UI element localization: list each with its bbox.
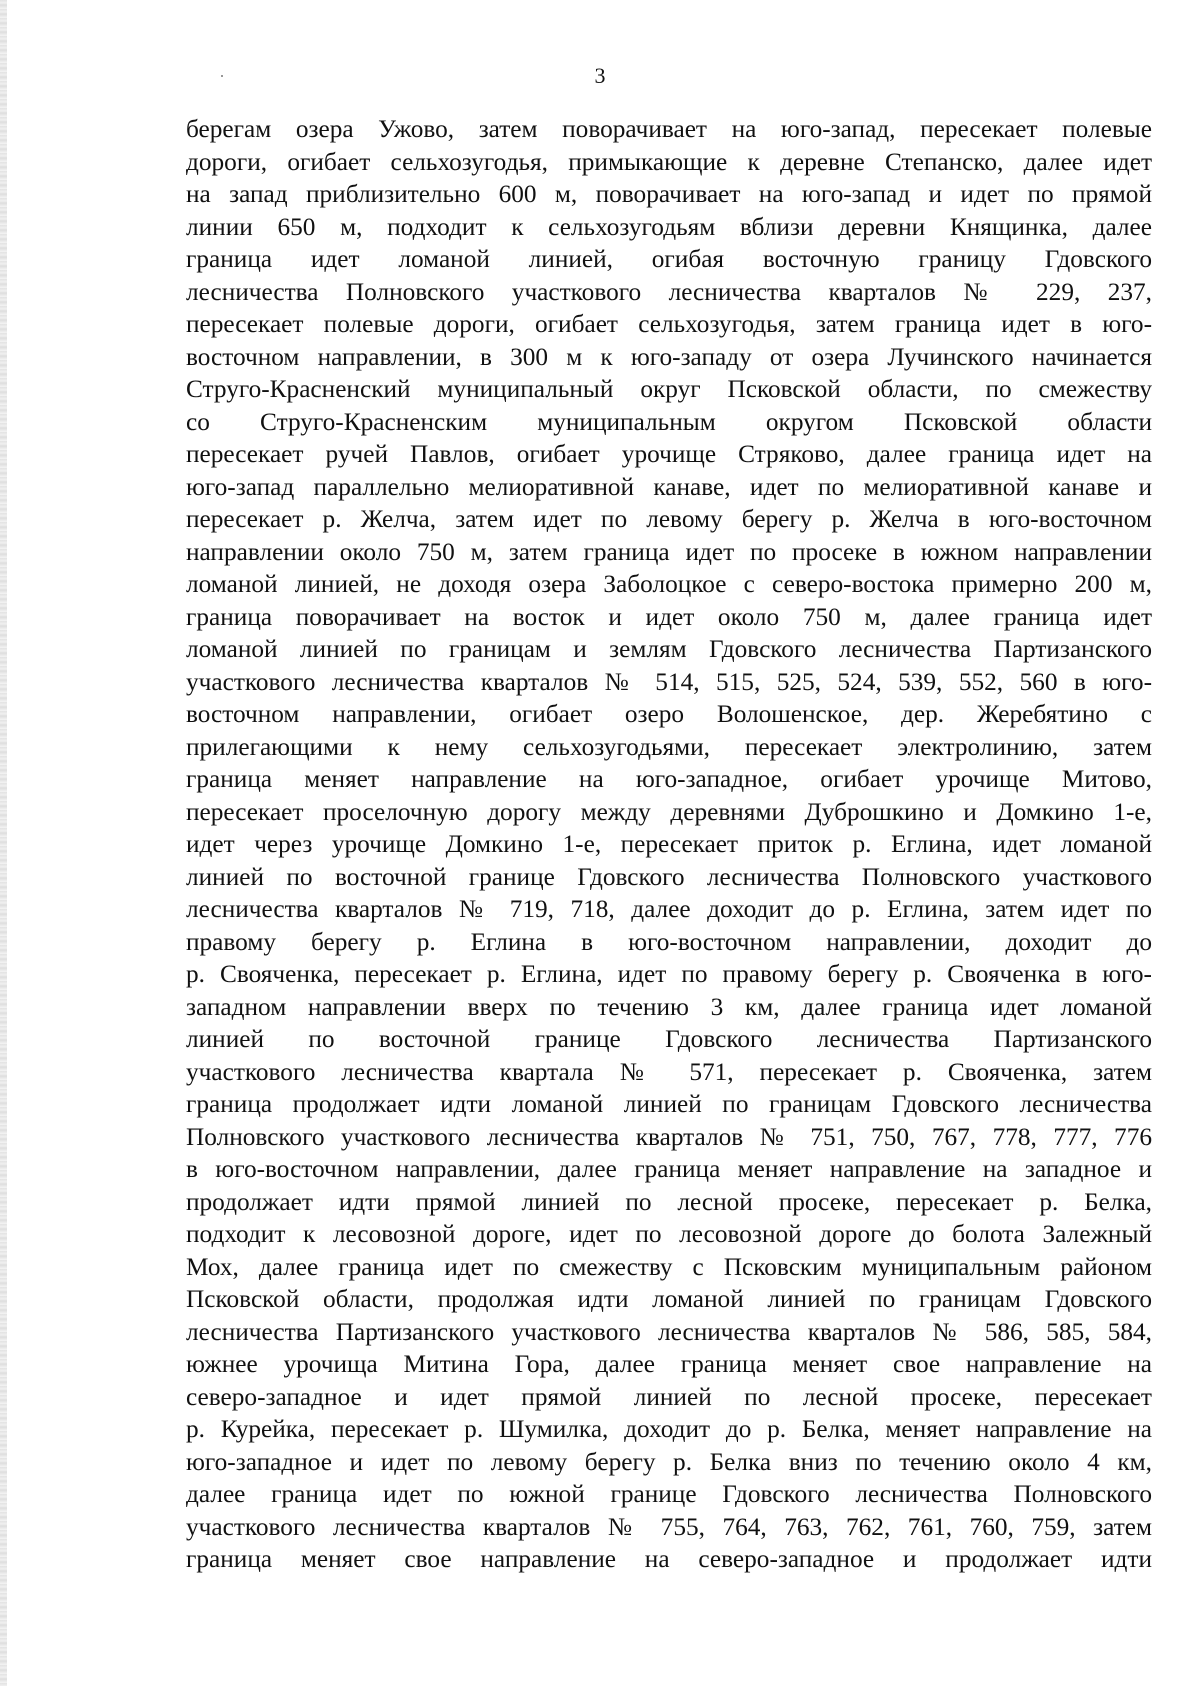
page-number: 3	[594, 63, 606, 88]
text-line: правому берегу р. Еглина в юго-восточном направлении, доходит до	[186, 927, 1152, 956]
text-line: пересекает полевые дороги, огибает сельхозугодья, затем граница идет в юго-	[186, 310, 1152, 338]
text-line: Полновского участкового лесничества кварталов № 751, 750, 767, 778, 777, 776	[186, 1122, 1152, 1151]
text-line: берегам озера Ужово, затем поворачивает на юго-запад, пересекает полевые	[186, 115, 1152, 143]
text-line: лесничества кварталов № 719, 718, далее доходит до р. Еглина, затем идет по	[186, 895, 1152, 923]
text-line: граница поворачивает на восток и идет около 750 м, далее граница идет	[186, 602, 1152, 631]
text-line: дороги, огибает сельхозугодья, примыкающие к деревне Степанско, далее идет	[186, 147, 1152, 176]
text-line: граница меняет направление на юго-западное, огибает урочище Митово,	[186, 765, 1152, 793]
text-line: Псковской области, продолжая идти ломаной линией по границам Гдовского	[186, 1285, 1152, 1313]
text-line: граница меняет свое направление на северо-западное и продолжает идти	[186, 1545, 1152, 1573]
text-line: участкового лесничества квартала № 571, пересекает р. Свояченка, затем	[186, 1057, 1152, 1086]
text-line: участкового лесничества кварталов № 755, 764, 763, 762, 761, 760, 759, затем	[186, 1512, 1152, 1541]
text-line: линией по восточной границе Гдовского лесничества Партизанского	[186, 1025, 1152, 1053]
text-line: линии 650 м, подходит к сельхозугодьям вблизи деревни Княщинка, далее	[186, 212, 1152, 241]
text-line: лесничества Партизанского участкового лесничества кварталов № 586, 585, 584,	[186, 1317, 1152, 1346]
text-line: восточном направлении, в 300 м к юго-западу от озера Лучинского начинается	[186, 342, 1152, 371]
text-line: граница идет ломаной линией, огибая восточную границу Гдовского	[186, 245, 1152, 273]
text-line: восточном направлении, огибает озеро Волошенское, дер. Жеребятино с	[186, 700, 1152, 728]
text-line: продолжает идти прямой линией по лесной просеке, пересекает р. Белка,	[186, 1187, 1152, 1216]
text-line: со Струго-Красненским муниципальным округом Псковской области	[186, 407, 1152, 436]
text-line: пересекает проселочную дорогу между деревнями Дуброшкино и Домкино 1-е,	[186, 797, 1152, 826]
text-line: прилегающими к нему сельхозугодьями, пересекает электролинию, затем	[186, 732, 1152, 761]
text-line: северо-западное и идет прямой линией по лесной просеке, пересекает	[186, 1382, 1152, 1411]
text-line: граница продолжает идти ломаной линией по границам Гдовского лесничества	[186, 1090, 1152, 1118]
body-text	[186, 113, 1152, 1576]
text-line: подходит к лесовозной дороге, идет по лесовозной дороге до болота Залежный	[186, 1220, 1152, 1248]
text-line: направлении около 750 м, затем граница идет по просеке в южном направлении	[186, 537, 1152, 566]
text-line: р. Курейка, пересекает р. Шумилка, доходит до р. Белка, меняет направление на	[186, 1415, 1152, 1443]
text-line: Струго-Красненский муниципальный округ Псковской области, по смежеству	[186, 375, 1152, 403]
text-line: юго-западное и идет по левому берегу р. Белка вниз по течению около 4 км,	[186, 1447, 1152, 1476]
text-line: западном направлении вверх по течению 3 км, далее граница идет ломаной	[186, 992, 1152, 1021]
text-line: участкового лесничества кварталов № 514, 515, 525, 524, 539, 552, 560 в юго-	[186, 667, 1152, 696]
text-line: Мох, далее граница идет по смежеству с Псковским муниципальным районом	[186, 1252, 1152, 1281]
text-line: лесничества Полновского участкового лесничества кварталов № 229, 237,	[186, 277, 1152, 306]
text-line: пересекает ручей Павлов, огибает урочище Стряково, далее граница идет на	[186, 440, 1152, 468]
text-line: идет через урочище Домкино 1-е, пересекает приток р. Еглина, идет ломаной	[186, 830, 1152, 858]
text-line: пересекает р. Желча, затем идет по левому берегу р. Желча в юго-восточном	[186, 505, 1152, 533]
text-line: линией по восточной границе Гдовского лесничества Полновского участкового	[186, 862, 1152, 891]
text-line: на запад приблизительно 600 м, поворачивает на юго-запад и идет по прямой	[186, 180, 1152, 208]
text-line: ломаной линией по границам и землям Гдовского лесничества Партизанского	[186, 635, 1152, 663]
scan-edge	[0, 0, 7, 1686]
text-line: в юго-восточном направлении, далее граница меняет направление на западное и	[186, 1155, 1152, 1183]
text-line: южнее урочища Митина Гора, далее граница меняет свое направление на	[186, 1350, 1152, 1378]
text-line: юго-запад параллельно мелиоративной канаве, идет по мелиоративной канаве и	[186, 472, 1152, 501]
text-line: далее граница идет по южной границе Гдовского лесничества Полновского	[186, 1480, 1152, 1508]
text-line: р. Свояченка, пересекает р. Еглина, идет по правому берегу р. Свояченка в юго-	[186, 960, 1152, 988]
text-line: ломаной линией, не доходя озера Заболоцкое с северо-востока примерно 200 м,	[186, 570, 1152, 598]
